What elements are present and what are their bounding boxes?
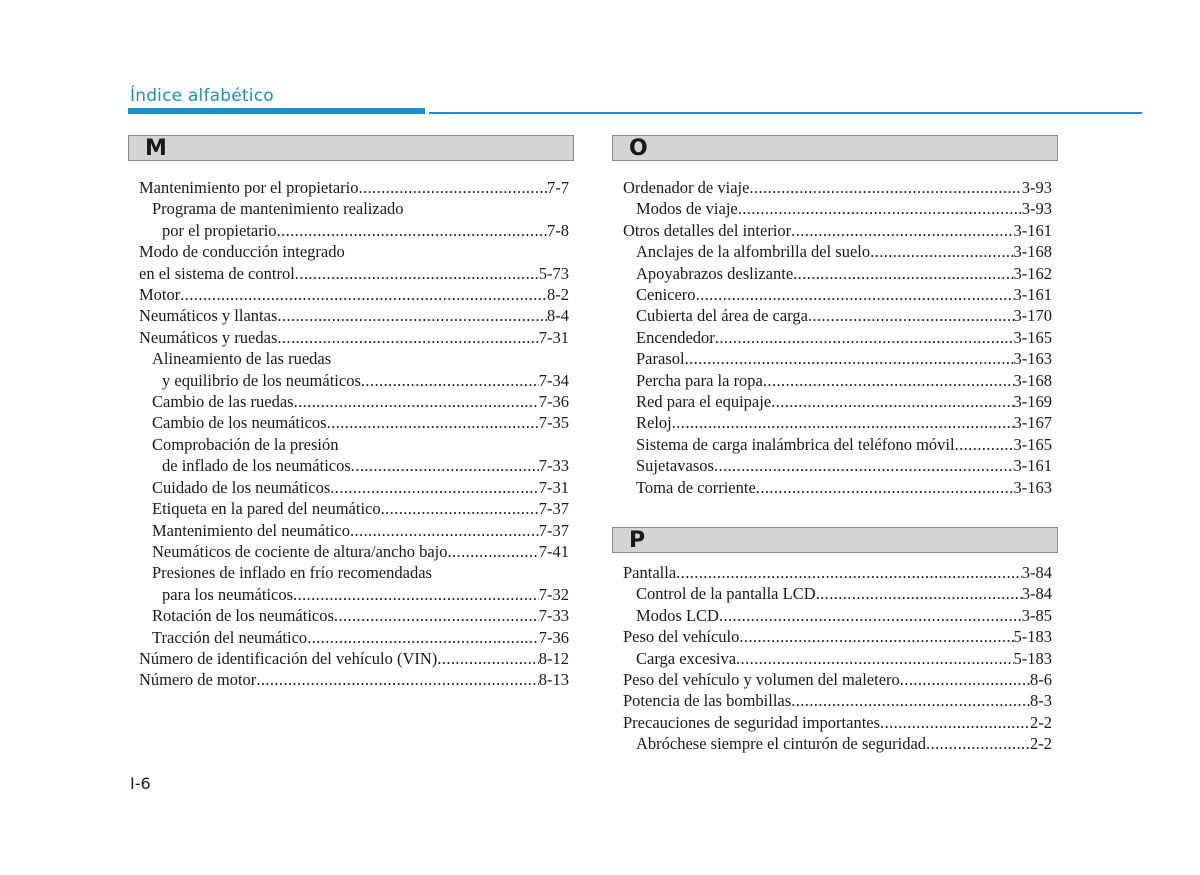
index-entry-text: Número de identificación del vehículo (VIN): [139, 648, 438, 668]
index-entry: [623, 669, 1052, 690]
dot-leader: [763, 370, 1014, 391]
index-entry-page: 3-161: [1013, 456, 1052, 476]
dot-leader: [749, 177, 1021, 198]
index-entry-text: Potencia de las bombillas: [623, 691, 792, 711]
index-entry-page: 7-31: [538, 477, 569, 497]
index-entry-text: Cuidado de los neumáticos: [152, 477, 331, 497]
index-entry-page: 3-163: [1013, 477, 1052, 497]
index-entry-page: 3-168: [1013, 242, 1052, 262]
index-entry-text: Cenicero: [636, 285, 696, 305]
index-entry-text: Encendedor: [636, 327, 715, 347]
index-entry-heading: Modo de conducción integrado: [139, 242, 345, 262]
index-entry-page: 3-93: [1021, 199, 1052, 219]
index-entry: [623, 348, 1052, 369]
index-entry: [623, 477, 1052, 498]
index-entry-text: Modos LCD: [636, 605, 719, 625]
index-entry-text: y equilibrio de los neumáticos: [162, 370, 361, 390]
index-entry: [139, 455, 569, 476]
index-entry: [139, 284, 569, 305]
dot-leader: [715, 327, 1014, 348]
index-entry-page: 7-34: [538, 370, 569, 390]
index-entry: [139, 584, 569, 605]
index-entry-text: Anclajes de la alfombrilla del suelo: [636, 242, 871, 262]
index-entry-page: 3-168: [1013, 370, 1052, 390]
index-entry: [623, 220, 1052, 241]
index-entry-text: Ordenador de viaje: [623, 178, 750, 197]
index-entry-text: Modos de viaje: [636, 199, 738, 219]
index-entry-text: Motor: [139, 285, 181, 305]
index-entry-page: 7-36: [538, 627, 569, 647]
index-entry-text: Percha para la ropa: [636, 370, 763, 390]
index-entry-heading: Presiones de inflado en frío recomendadas: [152, 563, 432, 583]
index-entry-page: 3-170: [1013, 306, 1052, 326]
dot-leader: [180, 284, 547, 305]
header-title: Índice alfabético: [130, 86, 274, 106]
index-entry: [623, 690, 1052, 711]
index-entry-page: 3-84: [1021, 584, 1052, 604]
header-rule-thin: [429, 112, 1142, 114]
index-entry-page: 3-93: [1021, 178, 1052, 197]
index-entry-page: 8-2: [547, 285, 569, 305]
header-rule-thick: [128, 108, 425, 114]
index-entry-text: Reloj: [636, 413, 672, 433]
section-letter-p: P: [629, 528, 646, 553]
index-entry-page: 5-183: [1013, 627, 1052, 647]
section-header-o: [612, 135, 1058, 161]
dot-leader: [256, 669, 538, 690]
index-entry: [139, 498, 569, 519]
index-entry-text: Abróchese siempre el cinturón de seguridad: [636, 734, 927, 754]
index-entry-page: 3-84: [1021, 563, 1052, 582]
index-entry-page: 7-8: [547, 220, 569, 240]
section-header-p: [612, 527, 1058, 553]
index-entry: [623, 648, 1052, 669]
index-entry-text: Otros detalles del interior: [623, 220, 792, 240]
index-entry: [623, 241, 1052, 262]
index-column-m: [139, 177, 569, 691]
section-letter-m: M: [145, 136, 167, 161]
index-entry-page: 8-12: [538, 648, 569, 668]
dot-leader: [756, 477, 1014, 498]
dot-leader: [294, 391, 539, 412]
dot-leader: [926, 733, 1030, 754]
index-entry-text: Etiqueta en la pared del neumático: [152, 499, 381, 519]
index-entry-page: 3-165: [1013, 434, 1052, 454]
index-entry-text: Control de la pantalla LCD: [636, 584, 816, 604]
dot-leader: [736, 648, 1013, 669]
index-entry-heading: Programa de mantenimiento realizado: [152, 199, 404, 219]
index-entry-text: Pantalla: [623, 563, 677, 582]
index-entry-text: Neumáticos y llantas: [139, 306, 278, 326]
dot-leader: [685, 348, 1014, 369]
dot-leader: [307, 627, 539, 648]
index-entry: [623, 198, 1052, 219]
index-entry: [139, 605, 569, 626]
index-entry: [623, 305, 1052, 326]
index-entry-page: 7-33: [538, 456, 569, 476]
dot-leader: [295, 263, 539, 284]
dot-leader: [900, 669, 1030, 690]
dot-leader: [350, 520, 539, 541]
index-entry: [623, 412, 1052, 433]
dot-leader: [771, 391, 1013, 412]
index-entry-page: 3-162: [1013, 263, 1052, 283]
dot-leader: [381, 498, 539, 519]
dot-leader: [791, 690, 1030, 711]
index-entry: [623, 327, 1052, 348]
index-entry-text: Rotación de los neumáticos: [152, 606, 334, 626]
index-column-o: [623, 177, 1052, 498]
dot-leader: [351, 455, 539, 476]
index-entry-page: 8-4: [547, 306, 569, 326]
index-entry: [623, 733, 1052, 754]
index-entry: [139, 263, 569, 284]
dot-leader: [330, 477, 538, 498]
index-entry-page: 3-85: [1021, 605, 1052, 625]
index-entry-text: Peso del vehículo: [623, 627, 740, 647]
index-entry-page: 3-165: [1013, 327, 1052, 347]
index-entry-page: 3-161: [1013, 285, 1052, 305]
index-entry-text: Sujetavasos: [636, 456, 714, 476]
index-entry: [139, 177, 569, 198]
index-entry-page: 3-163: [1013, 349, 1052, 369]
index-entry-page: 7-33: [538, 606, 569, 626]
index-entry-page: 7-7: [547, 178, 569, 197]
dot-leader: [277, 305, 547, 326]
index-entry: [623, 177, 1052, 198]
dot-leader: [793, 263, 1013, 284]
dot-leader: [358, 177, 547, 198]
index-entry-text: Precauciones de seguridad importantes: [623, 712, 881, 732]
dot-leader: [791, 220, 1013, 241]
section-letter-o: O: [629, 136, 648, 161]
index-entry-page: 2-2: [1030, 712, 1052, 732]
index-entry: [623, 712, 1052, 733]
index-entry: [623, 434, 1052, 455]
dot-leader: [816, 583, 1022, 604]
index-entry-page: 7-37: [538, 499, 569, 519]
index-entry-text: por el propietario: [162, 220, 277, 240]
index-entry-text: Número de motor: [139, 670, 257, 690]
index-entry-text: para los neumáticos: [162, 584, 294, 604]
index-entry-text: Toma de corriente: [636, 477, 756, 497]
dot-leader: [719, 605, 1022, 626]
index-entry-page: 5-73: [538, 263, 569, 283]
page-number: I-6: [130, 774, 151, 793]
index-column-p: [623, 562, 1052, 755]
index-entry-text: Cambio de los neumáticos: [152, 413, 327, 433]
index-entry-page: 7-32: [538, 584, 569, 604]
index-entry: [623, 562, 1052, 583]
index-entry: [623, 284, 1052, 305]
dot-leader: [361, 370, 539, 391]
index-entry-text: de inflado de los neumáticos: [162, 456, 351, 476]
dot-leader: [880, 712, 1030, 733]
index-entry: [623, 605, 1052, 626]
index-entry-page: 3-169: [1013, 392, 1052, 412]
index-entry: [139, 669, 569, 690]
dot-leader: [676, 562, 1022, 583]
index-entry: [139, 327, 569, 348]
dot-leader: [739, 626, 1013, 647]
index-entry: [139, 648, 569, 669]
index-entry-heading: Comprobación de la presión: [152, 434, 339, 454]
dot-leader: [808, 305, 1014, 326]
index-entry: [139, 305, 569, 326]
index-entry-text: Neumáticos de cociente de altura/ancho bajo: [152, 541, 448, 561]
index-entry: [139, 220, 569, 241]
index-entry-text: Parasol: [636, 349, 685, 369]
index-entry-text: Cambio de las ruedas: [152, 392, 294, 412]
index-entry: [139, 627, 569, 648]
index-entry-text: Tracción del neumático: [152, 627, 308, 647]
index-entry-page: 2-2: [1030, 734, 1052, 754]
index-entry-text: Sistema de carga inalámbrica del teléfono móvil: [636, 434, 955, 454]
index-entry: [139, 370, 569, 391]
dot-leader: [955, 434, 1014, 455]
dot-leader: [672, 412, 1014, 433]
dot-leader: [277, 220, 547, 241]
index-entry-text: Carga excesiva: [636, 648, 737, 668]
index-entry: [623, 370, 1052, 391]
index-entry: [139, 391, 569, 412]
dot-leader: [448, 541, 539, 562]
index-entry: [623, 583, 1052, 604]
dot-leader: [334, 605, 539, 626]
index-entry-page: 8-13: [538, 670, 569, 690]
index-entry-text: Peso del vehículo y volumen del maletero: [623, 670, 900, 690]
index-entry: [139, 541, 569, 562]
index-entry-page: 7-41: [538, 541, 569, 561]
index-entry: [139, 412, 569, 433]
index-entry-page: 8-6: [1030, 670, 1052, 690]
dot-leader: [714, 455, 1014, 476]
index-entry-text: Apoyabrazos deslizante: [636, 263, 794, 283]
index-entry-text: en el sistema de control: [139, 263, 295, 283]
index-entry-page: 8-3: [1030, 691, 1052, 711]
dot-leader: [293, 584, 539, 605]
dot-leader: [696, 284, 1014, 305]
index-entry-page: 3-161: [1013, 220, 1052, 240]
dot-leader: [277, 327, 538, 348]
index-entry: [623, 391, 1052, 412]
section-header-m: [128, 135, 574, 161]
index-entry-page: 3-167: [1013, 413, 1052, 433]
index-entry-text: Red para el equipaje: [636, 392, 772, 412]
index-entry: [623, 455, 1052, 476]
index-entry-page: 5-183: [1013, 648, 1052, 668]
index-entry: [623, 626, 1052, 647]
index-entry-page: 7-36: [538, 392, 569, 412]
index-entry-text: Mantenimiento por el propietario: [139, 178, 359, 197]
dot-leader: [437, 648, 538, 669]
index-entry: [139, 477, 569, 498]
index-entry-text: Mantenimiento del neumático: [152, 520, 350, 540]
index-entry: [623, 263, 1052, 284]
index-entry-text: Neumáticos y ruedas: [139, 327, 278, 347]
index-entry-heading: Alineamiento de las ruedas: [152, 349, 332, 369]
index-entry-text: Cubierta del área de carga: [636, 306, 808, 326]
index-entry-page: 7-31: [538, 327, 569, 347]
index-entry: [139, 520, 569, 541]
dot-leader: [738, 198, 1022, 219]
index-entry-page: 7-37: [538, 520, 569, 540]
index-entry-page: 7-35: [538, 413, 569, 433]
dot-leader: [870, 241, 1013, 262]
dot-leader: [327, 412, 539, 433]
